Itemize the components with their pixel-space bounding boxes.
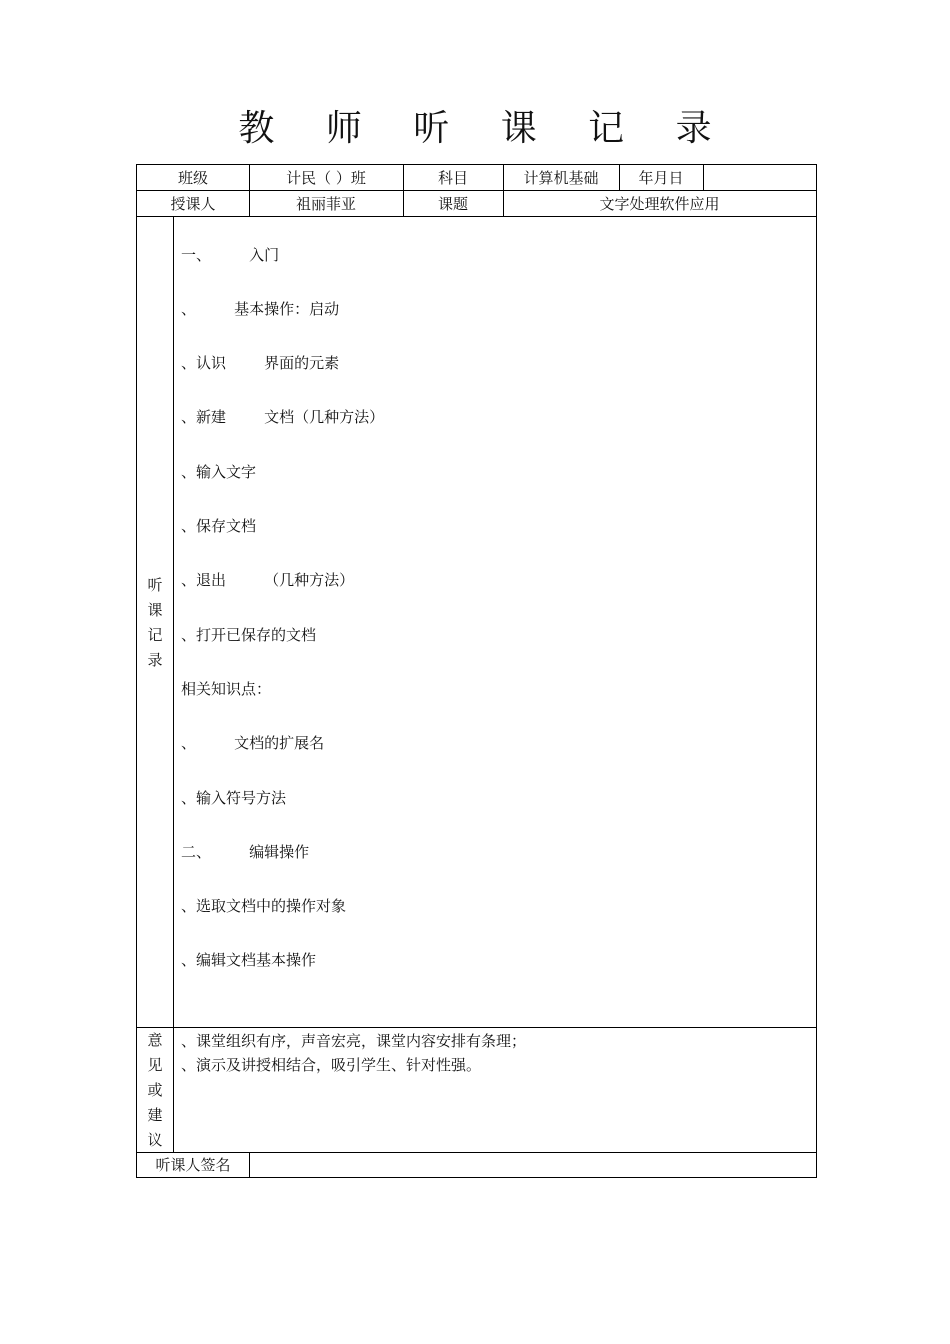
- row-divider: [137, 190, 816, 191]
- record-form: [136, 164, 817, 1178]
- side-char: 记: [147, 626, 163, 644]
- record-line: 相关知识点：: [181, 680, 272, 698]
- side-char: 见: [147, 1056, 163, 1074]
- col-divider: [173, 216, 174, 1152]
- record-side-label: [137, 573, 173, 673]
- side-char: 课: [147, 601, 163, 619]
- class-label: 班级: [177, 169, 208, 187]
- record-line: 、认识 界面的元素: [181, 354, 340, 372]
- col-divider: [249, 1152, 250, 1177]
- record-line: 、打开已保存的文档: [181, 626, 317, 644]
- side-char: 建: [147, 1106, 163, 1124]
- record-line: 、退出 （几种方法）: [181, 571, 355, 589]
- record-line: 一、 入门: [181, 246, 280, 264]
- page-title: 教 师 听 课 记 录: [238, 108, 732, 149]
- topic-value: 文字处理软件应用: [599, 195, 720, 213]
- side-char: 听: [147, 576, 163, 594]
- teacher-label: 授课人: [170, 195, 216, 213]
- teacher-value: 祖丽菲亚: [295, 195, 356, 213]
- signature-label: 听课人签名: [155, 1156, 231, 1174]
- row-divider: [137, 216, 816, 217]
- record-line: 二、 编辑操作: [181, 843, 310, 861]
- suggestion-line: 、演示及讲授相结合，吸引学生、针对性强。: [181, 1056, 482, 1074]
- side-char: 意: [147, 1031, 163, 1049]
- side-char: 议: [147, 1131, 163, 1149]
- record-line: 、输入符号方法: [181, 789, 287, 807]
- subject-label: 科目: [437, 169, 468, 187]
- class-value: 计民（ ）班: [286, 169, 366, 187]
- suggestion-side-label: [137, 1028, 173, 1153]
- topic-label: 课题: [437, 195, 468, 213]
- record-line: 、 文档的扩展名: [181, 734, 325, 752]
- record-line: 、保存文档: [181, 517, 257, 535]
- record-line: 、输入文字: [181, 463, 257, 481]
- side-char: 录: [147, 651, 163, 669]
- date-label: 年月日: [638, 169, 684, 187]
- col-divider: [703, 165, 704, 190]
- row-divider: [137, 1027, 816, 1028]
- record-line: 、编辑文档基本操作: [181, 951, 317, 969]
- record-line: 、选取文档中的操作对象: [181, 897, 347, 915]
- record-line: 、新建 文档（几种方法）: [181, 408, 385, 426]
- record-line: 、 基本操作：启动: [181, 300, 340, 318]
- side-char: 或: [147, 1081, 163, 1099]
- subject-value: 计算机基础: [523, 169, 599, 187]
- suggestion-line: 、课堂组织有序，声音宏亮，课堂内容安排有条理；: [181, 1032, 527, 1050]
